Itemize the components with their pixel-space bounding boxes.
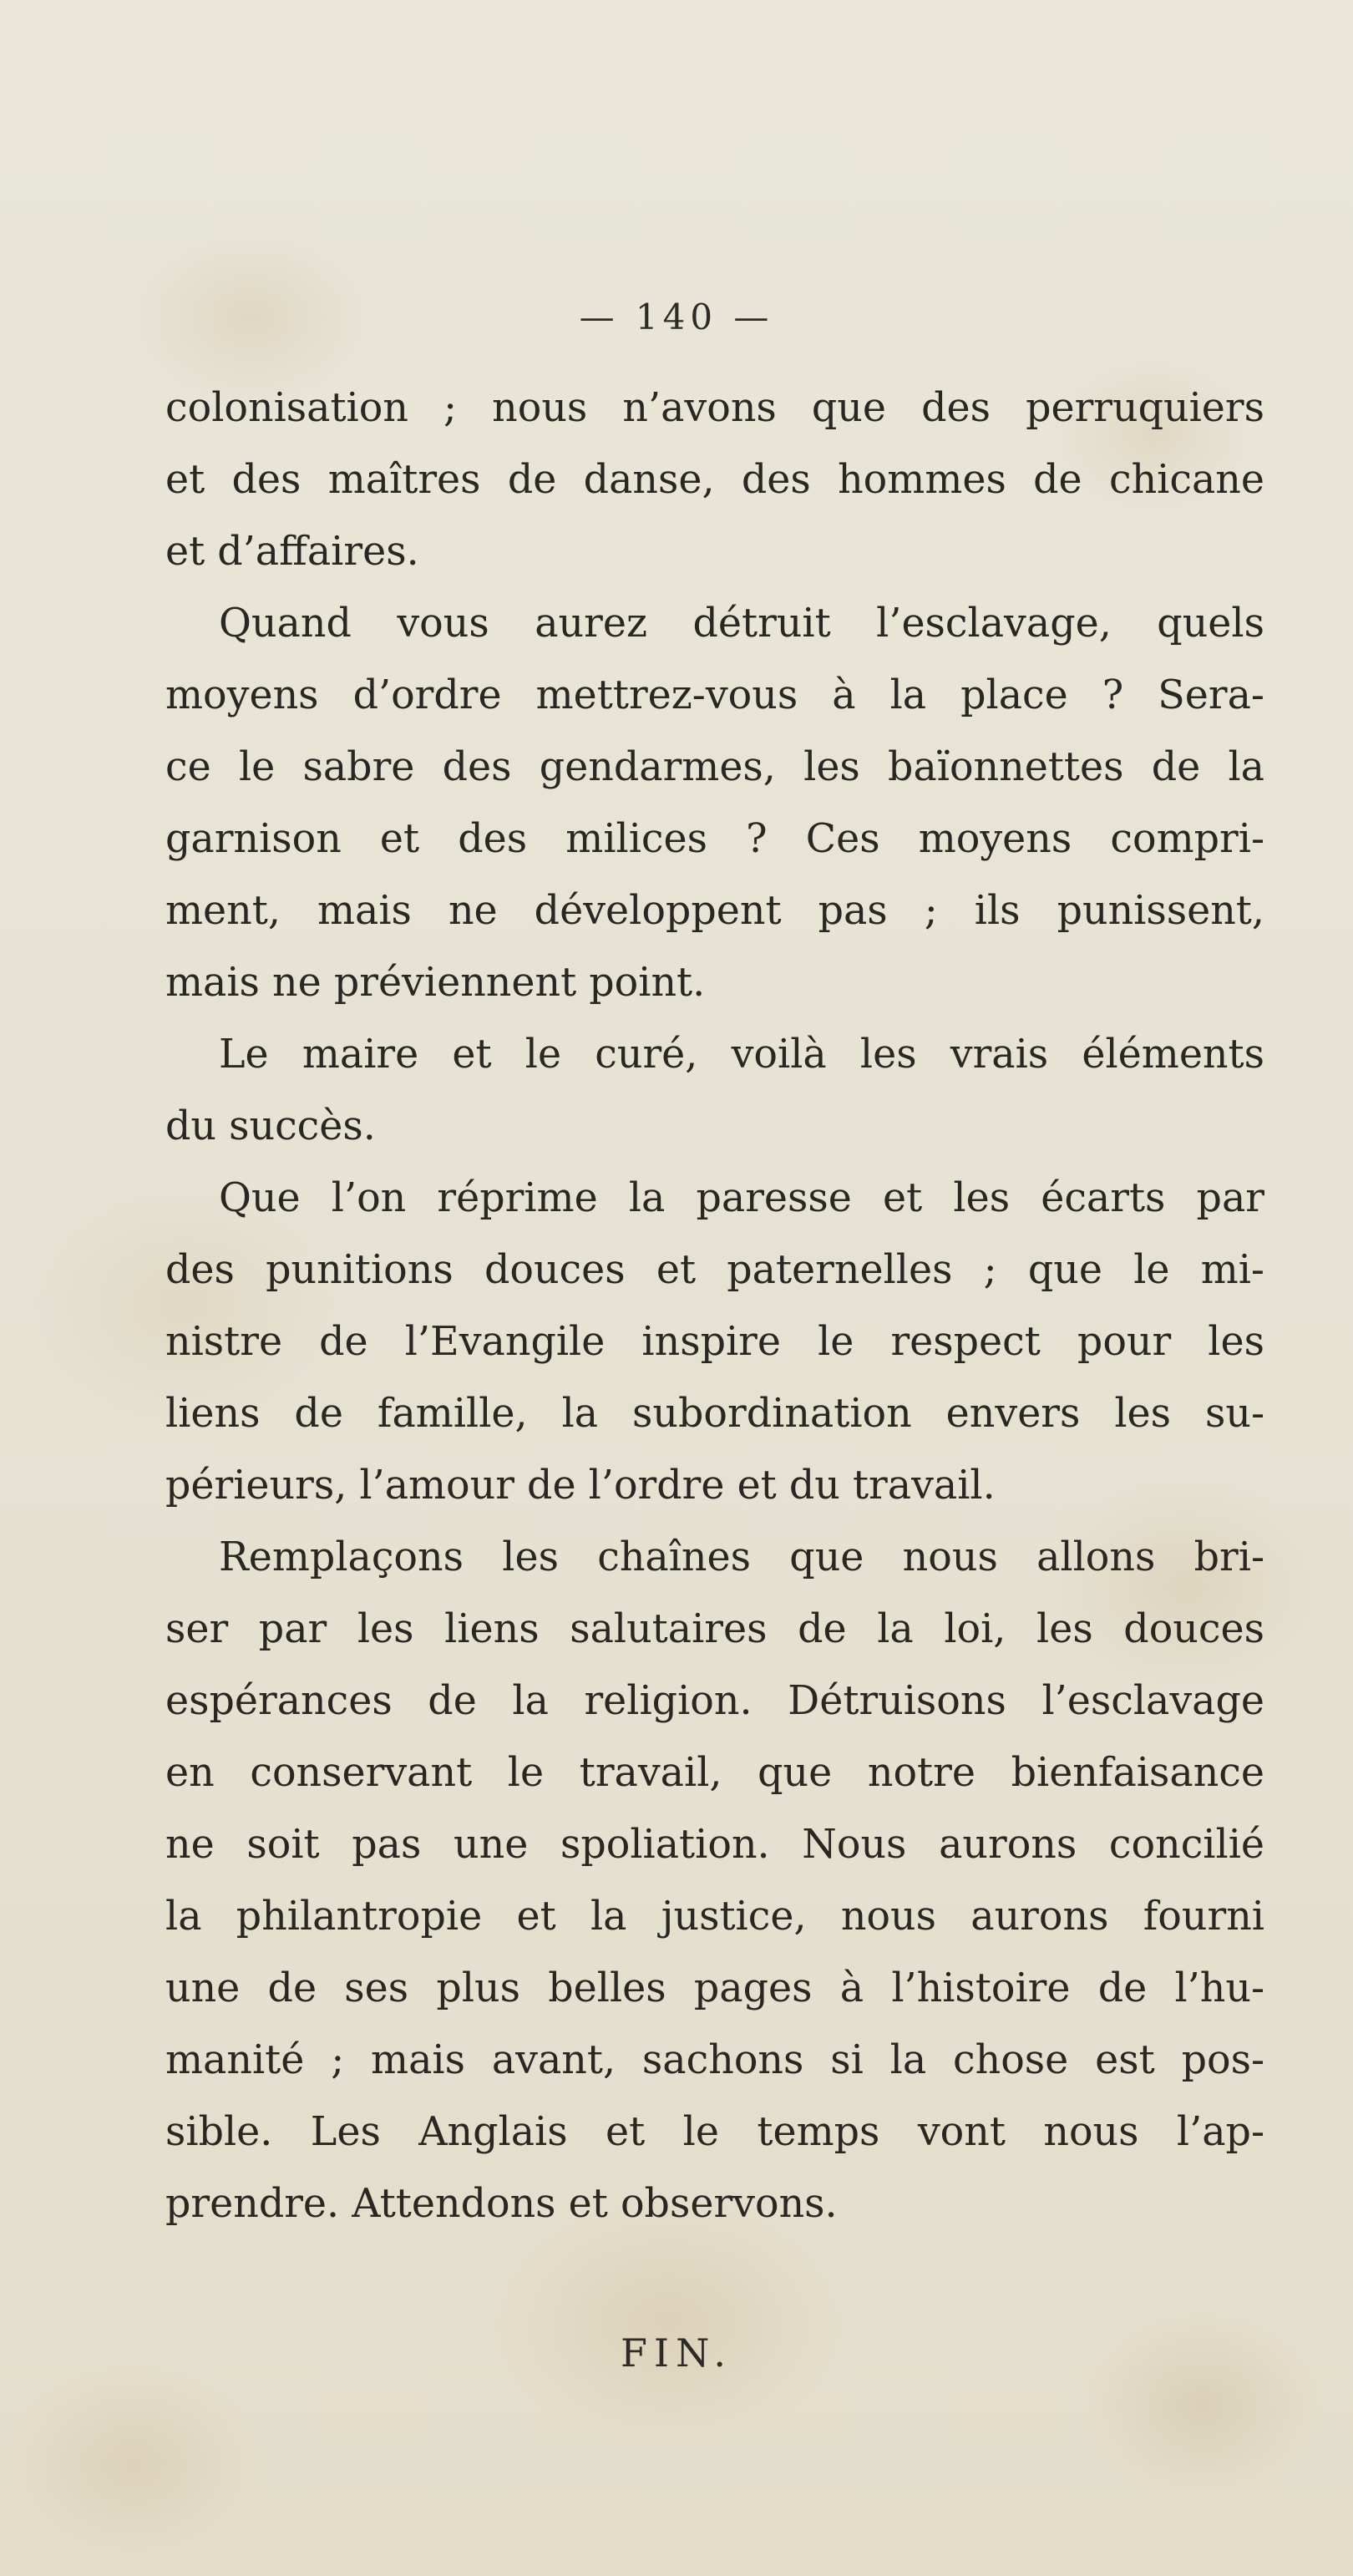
text-line: liens de famille, la subordination envers les su- bbox=[165, 1391, 1264, 1437]
text-line: colonisation ; nous n’avons que des perruquiers bbox=[165, 385, 1264, 431]
paragraph-start: Le maire et le curé, voilà les vrais éléments bbox=[219, 1032, 1264, 1078]
text-line: moyens d’ordre mettrez-vous à la place ? Sera- bbox=[165, 672, 1264, 718]
paragraph-start: Quand vous aurez détruit l’esclavage, quels bbox=[219, 601, 1264, 647]
text-line: espérances de la religion. Détruisons l’esclavage bbox=[165, 1678, 1264, 1724]
text-line: des punitions douces et paternelles ; que le mi- bbox=[165, 1247, 1264, 1293]
text-line: une de ses plus belles pages à l’histoire de l’hu- bbox=[165, 1965, 1264, 2011]
text-line: en conservant le travail, que notre bienfaisance bbox=[165, 1750, 1264, 1796]
text-line: garnison et des milices ? Ces moyens compri- bbox=[165, 816, 1264, 862]
text-line: et d’affaires. bbox=[165, 529, 419, 575]
text-line: ser par les liens salutaires de la loi, les douces bbox=[165, 1606, 1264, 1652]
text-line: périeurs, l’amour de l’ordre et du travail. bbox=[165, 1463, 996, 1509]
text-line: sible. Les Anglais et le temps vont nous l’ap- bbox=[165, 2109, 1264, 2155]
text-line: mais ne préviennent point. bbox=[165, 960, 706, 1006]
text-line: du succès. bbox=[165, 1103, 376, 1149]
text-line: prendre. Attendons et observons. bbox=[165, 2181, 838, 2227]
paragraph-start: Que l’on réprime la paresse et les écarts par bbox=[219, 1175, 1264, 1221]
text-line: et des maîtres de danse, des hommes de chicane bbox=[165, 457, 1264, 503]
text-line: ce le sabre des gendarmes, les baïonnettes de la bbox=[165, 744, 1264, 790]
paragraph-start: Remplaçons les chaînes que nous allons bri- bbox=[219, 1534, 1264, 1580]
end-mark: FIN. bbox=[620, 2330, 733, 2376]
text-line: ne soit pas une spoliation. Nous aurons concilié bbox=[165, 1822, 1264, 1868]
body-text bbox=[165, 373, 1264, 2240]
text-line: la philantropie et la justice, nous aurons fourni bbox=[165, 1894, 1264, 1940]
text-line: manité ; mais avant, sachons si la chose est pos- bbox=[165, 2037, 1264, 2083]
text-line: nistre de l’Evangile inspire le respect pour les bbox=[165, 1319, 1264, 1365]
text-line: ment, mais ne développent pas ; ils punissent, bbox=[165, 888, 1264, 934]
page-number: — 140 — bbox=[579, 297, 774, 337]
